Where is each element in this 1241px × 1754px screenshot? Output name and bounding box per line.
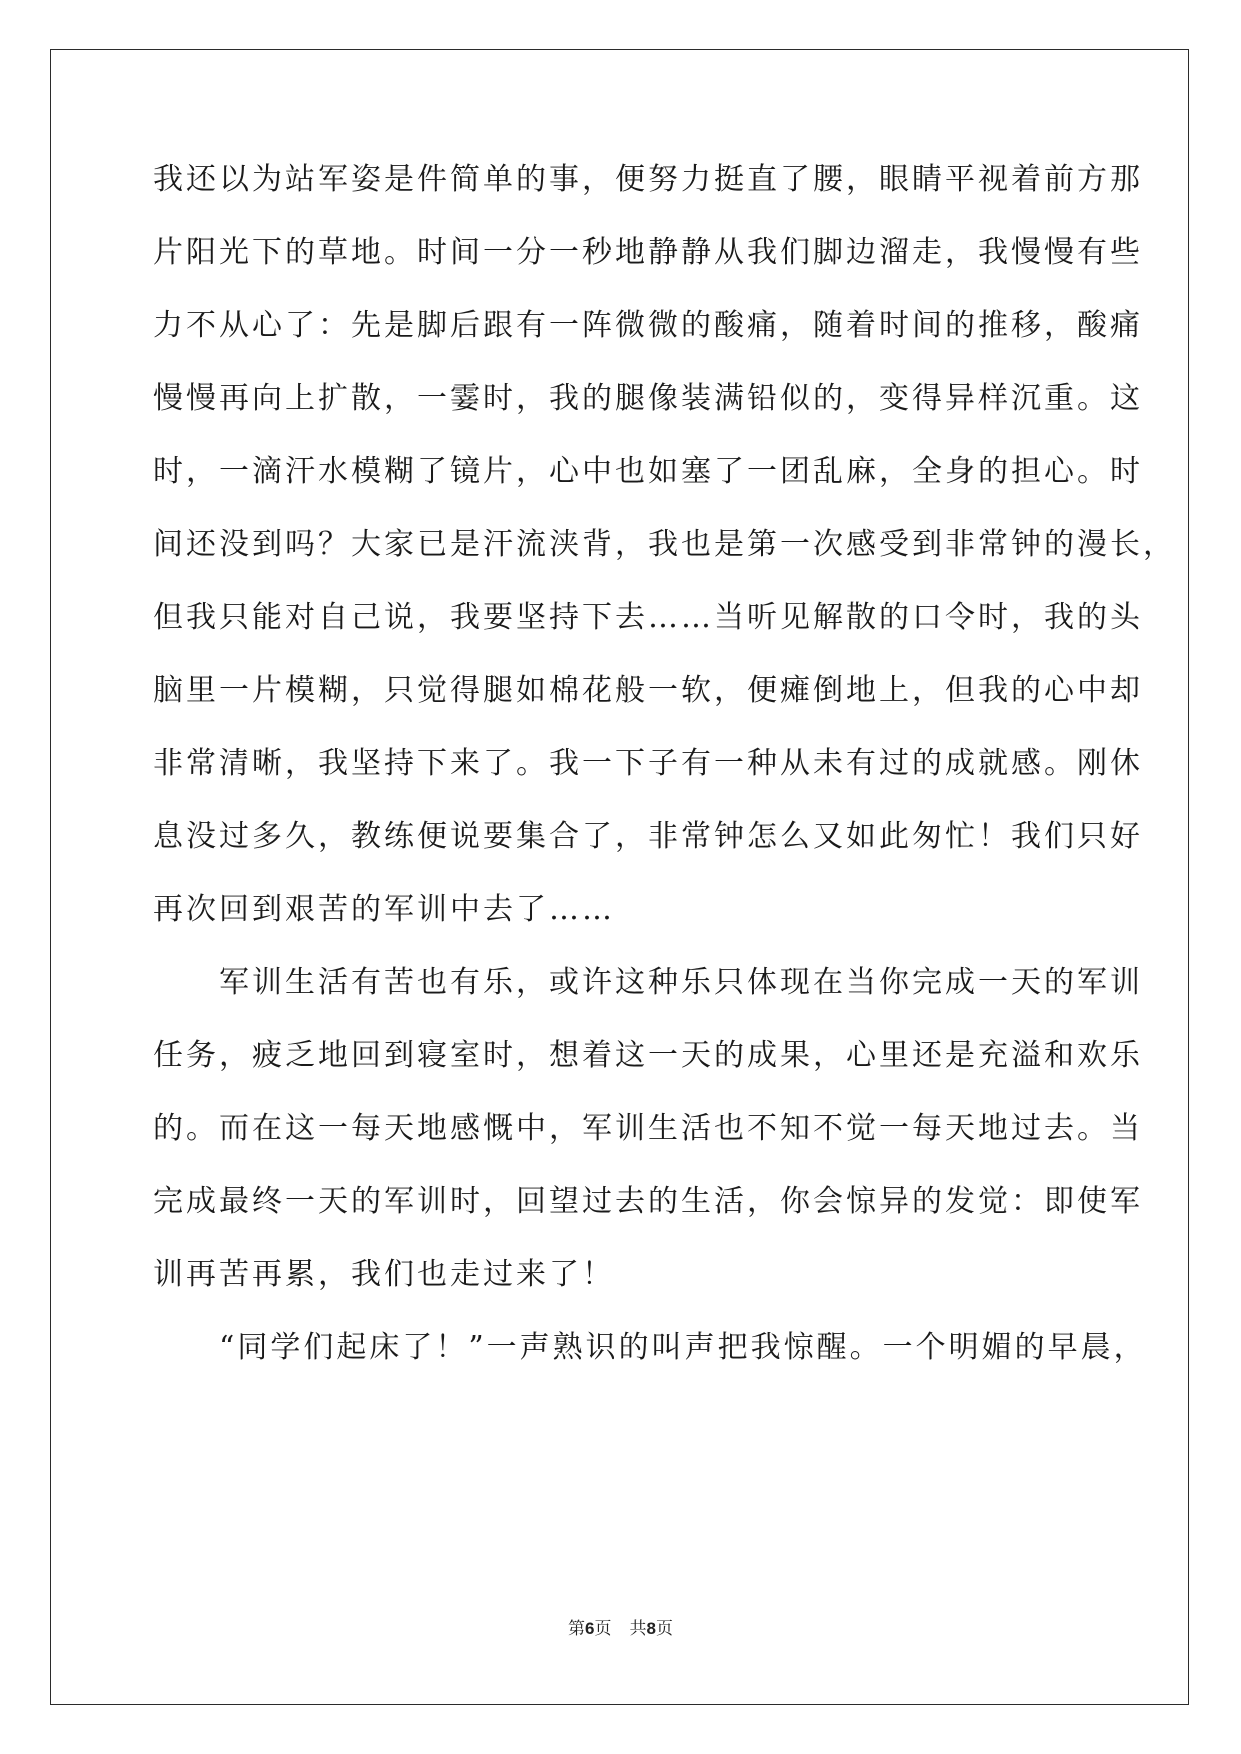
text-line: 力不从心了：先是脚后跟有一阵微微的酸痛，随着时间的推移，酸痛 — [153, 308, 1143, 343]
total-pages: 8 — [646, 1619, 656, 1638]
total-prefix: 共 — [629, 1619, 647, 1639]
text-line: 再次回到艰苦的军训中去了…… — [153, 892, 615, 927]
text-line: 慢慢再向上扩散，一霎时，我的腿像装满铅似的，变得异样沉重。这 — [153, 381, 1143, 416]
total-suffix: 页 — [655, 1619, 673, 1639]
page-suffix: 页 — [594, 1619, 612, 1639]
text-line: 片阳光下的草地。时间一分一秒地静静从我们脚边溜走，我慢慢有些 — [153, 235, 1143, 270]
text-line: 非常清晰，我坚持下来了。我一下子有一种从未有过的成就感。刚休 — [153, 746, 1143, 781]
text-line: “同学们起床了！”一声熟识的叫声把我惊醒。一个明媚的早晨， — [153, 1330, 1147, 1365]
text-line: 训再苦再累，我们也走过来了！ — [153, 1257, 615, 1292]
text-line: 但我只能对自己说，我要坚持下去……当听见解散的口令时，我的头 — [153, 600, 1143, 635]
text-line: 我还以为站军姿是件简单的事，便努力挺直了腰，眼睛平视着前方那 — [153, 162, 1143, 197]
page-footer — [0, 1618, 1241, 1640]
text-line: 脑里一片模糊，只觉得腿如棉花般一软，便瘫倒地上，但我的心中却 — [153, 673, 1143, 708]
text-line: 息没过多久，教练便说要集合了，非常钟怎么又如此匆忙！我们只好 — [153, 819, 1143, 854]
page-border — [50, 49, 1189, 1705]
text-line: 任务，疲乏地回到寝室时，想着这一天的成果，心里还是充溢和欢乐 — [153, 1038, 1143, 1073]
text-line: 时，一滴汗水模糊了镜片，心中也如塞了一团乱麻，全身的担心。时 — [153, 454, 1143, 489]
text-line: 的。而在这一每天地感慨中，军训生活也不知不觉一每天地过去。当 — [153, 1111, 1143, 1146]
text-line: 完成最终一天的军训时，回望过去的生活，你会惊异的发觉：即使军 — [153, 1184, 1143, 1219]
page-number: 6 — [585, 1619, 595, 1638]
text-line: 间还没到吗？大家已是汗流浃背，我也是第一次感受到非常钟的漫长， — [153, 527, 1176, 562]
text-line: 军训生活有苦也有乐，或许这种乐只体现在当你完成一天的军训 — [153, 965, 1143, 1000]
page-prefix: 第 — [568, 1619, 586, 1639]
